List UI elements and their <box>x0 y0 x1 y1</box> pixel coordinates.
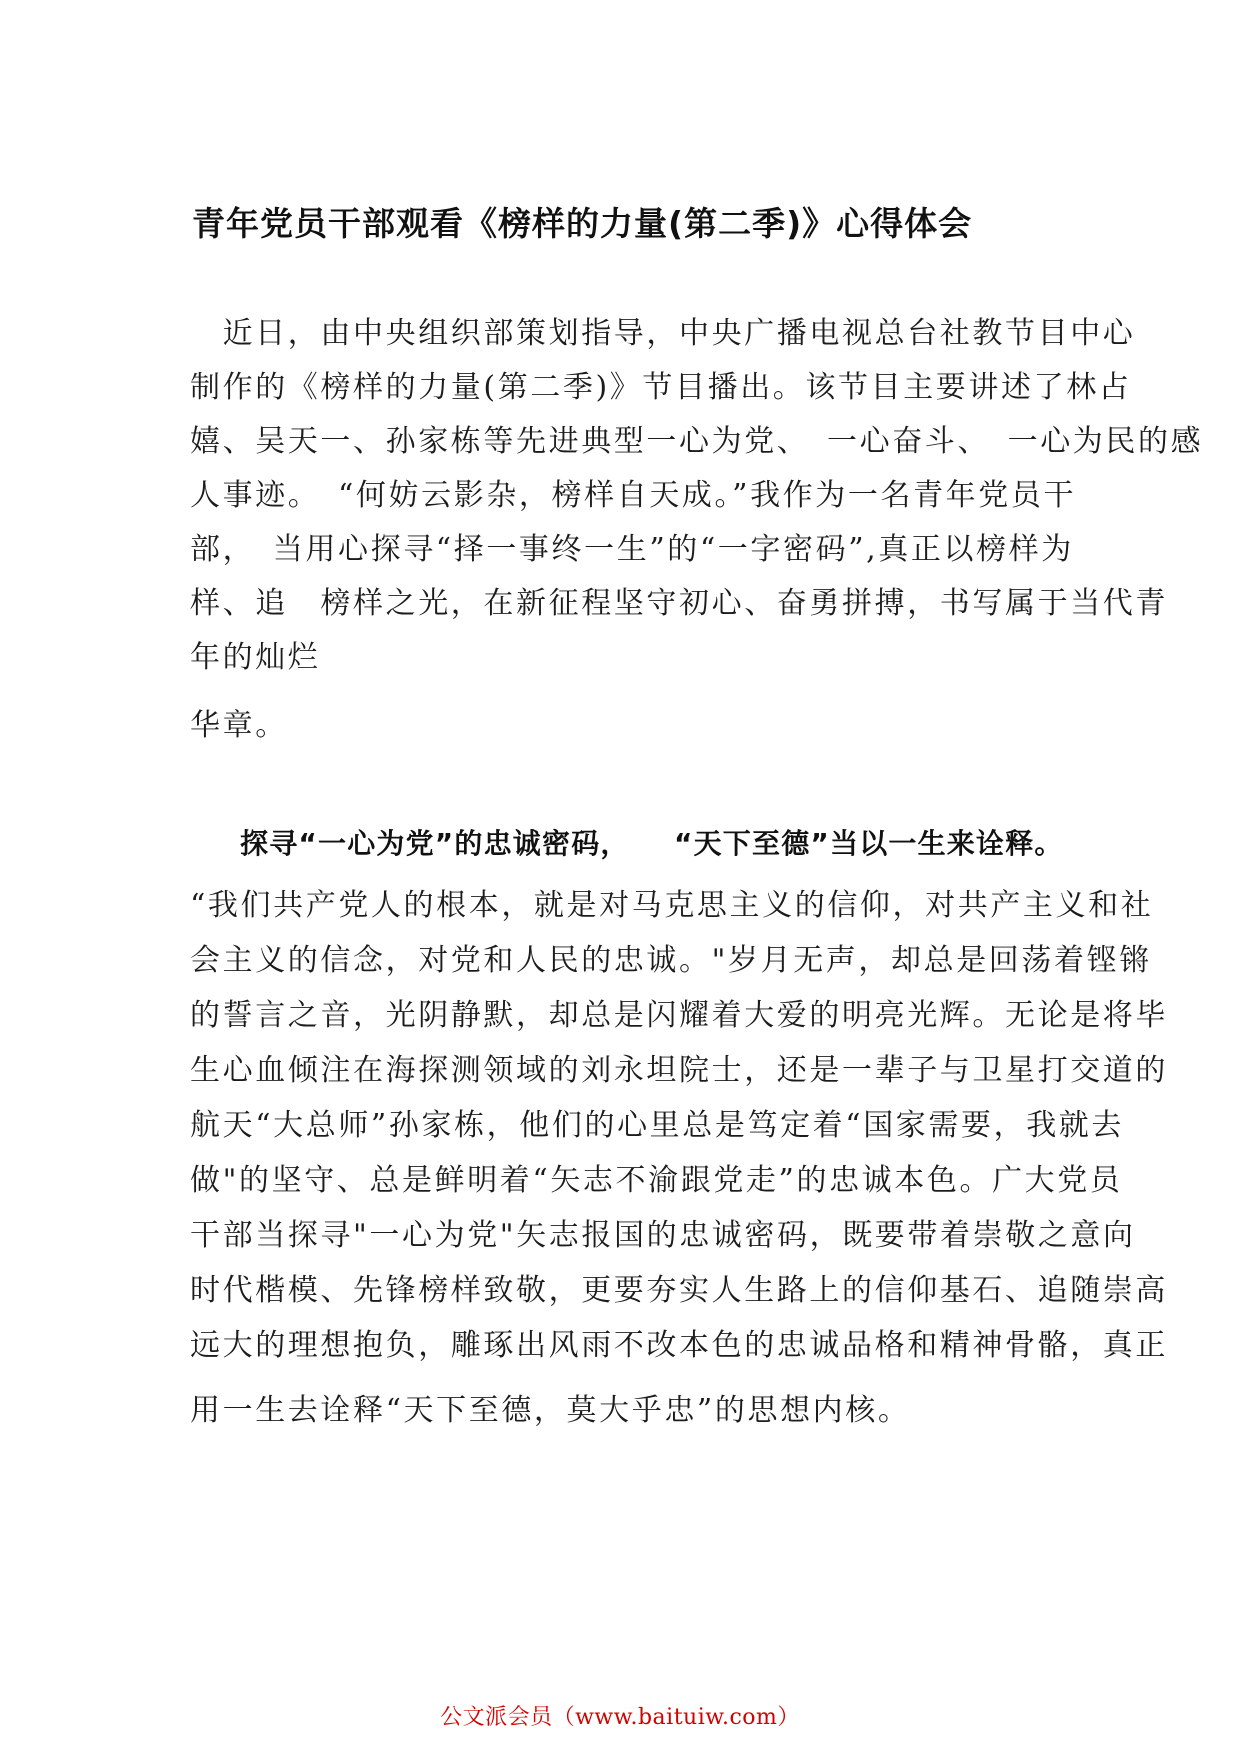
paragraph-1-line-2: 制作的《榜样的力量(第二季)》节目播出。该节目主要讲述了林占 <box>190 370 1132 405</box>
paragraph-1-line-5: 部， 当用心探寻“择一事终一生”的“一字密码”,真正以榜样为 <box>190 532 1074 567</box>
paragraph-1-line-3: 嬉、吴天一、孙家栋等先进典型一心为党、 一心奋斗、 一心为民的感 <box>190 424 1204 459</box>
paragraph-2-line-5: 航天“大总师”孙家栋，他们的心里总是笃定着“国家需要，我就去 <box>190 1108 1125 1143</box>
paragraph-1-line-8: 华章。 <box>190 708 288 743</box>
paragraph-2-line-10: 用一生去诠释“天下至德，莫大乎忠”的思想内核。 <box>190 1393 911 1428</box>
paragraph-2-line-1: “我们共产党人的根本，就是对马克思主义的信仰，对共产主义和社 <box>190 888 1154 923</box>
paragraph-2-line-9: 远大的理想抱负，雕琢出风雨不改本色的忠诚品格和精神骨骼，真正 <box>190 1328 1168 1363</box>
paragraph-1-line-1: 近日，由中央组织部策划指导，中央广播电视总台社教节目中心 <box>190 316 1136 351</box>
footer-watermark-link[interactable]: 公文派会员（www.baituiw.com） <box>440 1705 800 1730</box>
paragraph-2-line-6: 做"的坚守、总是鲜明着“矢志不渝跟党走”的忠诚本色。广大党员 <box>190 1163 1123 1198</box>
paragraph-1-line-7: 年的灿烂 <box>190 640 321 675</box>
paragraph-1-line-4: 人事迹。 “何妨云影杂，榜样自天成。”我作为一名青年党员干 <box>190 478 1077 513</box>
paragraph-2-line-4: 生心血倾注在海探测领域的刘永坦院士，还是一辈子与卫星打交道的 <box>190 1053 1168 1088</box>
paragraph-2-line-7: 干部当探寻"一心为党"矢志报国的忠诚密码，既要带着崇敬之意向 <box>190 1218 1136 1253</box>
paragraph-1-line-6: 样、追 榜样之光，在新征程坚守初心、奋勇拼搏，书写属于当代青 <box>190 586 1168 621</box>
paragraph-2-line-2: 会主义的信念，对党和人民的忠诚。"岁月无声，却总是回荡着铿锵 <box>190 943 1152 978</box>
section-heading: 探寻“一心为党”的忠诚密码， “天下至德”当以一生来诠释。 <box>240 827 1064 860</box>
document-title: 青年党员干部观看《榜样的力量(第二季)》心得体会 <box>192 204 973 243</box>
paragraph-2-line-8: 时代楷模、先锋榜样致敬，更要夯实人生路上的信仰基石、追随崇高 <box>190 1273 1168 1308</box>
paragraph-2-line-3: 的誓言之音，光阴静默，却总是闪耀着大爱的明亮光辉。无论是将毕 <box>190 998 1168 1033</box>
